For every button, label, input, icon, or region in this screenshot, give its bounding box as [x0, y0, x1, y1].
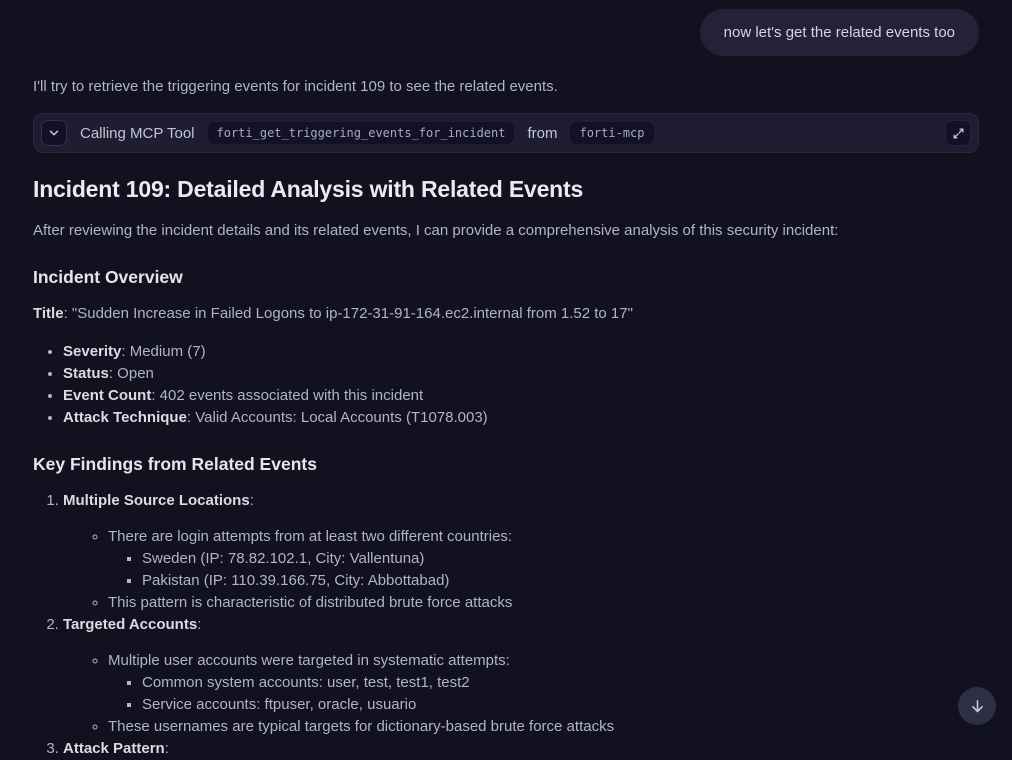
tool-call-collapse-button[interactable] [41, 120, 67, 146]
finding-sub-list [63, 650, 979, 738]
detail-text: Common system accounts: user, test, test1, test2 [142, 674, 470, 691]
list-item [142, 672, 979, 694]
user-message-text: now let's get the related events too [723, 24, 955, 41]
incident-title-label: Title [33, 305, 64, 322]
finding-item-targeted-accounts [63, 614, 979, 738]
bullet-text: : Medium (7) [121, 343, 206, 360]
list-item-severity [63, 341, 979, 363]
list-item [108, 526, 979, 592]
tool-server-chip: forti-mcp [570, 122, 653, 144]
key-findings-heading: Key Findings from Related Events [33, 454, 317, 474]
bullet-label: Status [63, 365, 109, 382]
user-message-bubble [700, 9, 979, 56]
list-item-attack-technique [63, 407, 979, 429]
bullet-label: Severity [63, 343, 122, 360]
assistant-message [33, 76, 979, 760]
bullet-text: : 402 events associated with this incident [151, 387, 424, 404]
finding-detail-list [108, 548, 979, 592]
tool-call-expand-button[interactable] [945, 120, 971, 146]
sub-point-text: There are login attempts from at least two different countries: [108, 528, 513, 545]
sub-point-text: These usernames are typical targets for dictionary-based brute force attacks [108, 718, 615, 735]
finding-label: Targeted Accounts [63, 616, 198, 633]
bullet-label: Attack Technique [63, 409, 187, 426]
key-findings-list [33, 490, 979, 760]
tool-call-card[interactable] [33, 113, 979, 153]
list-item [142, 694, 979, 716]
finding-suffix: : [197, 616, 202, 633]
tool-call-label: Calling MCP Tool [80, 124, 195, 142]
detail-text: Pakistan (IP: 110.39.166.75, City: Abbottabad) [142, 572, 450, 589]
finding-label-line [63, 490, 979, 512]
incident-title-line [33, 303, 979, 325]
incident-heading: Incident 109: Detailed Analysis with Related Events [33, 176, 584, 202]
finding-label: Attack Pattern [63, 740, 165, 757]
bullet-text: : Open [108, 365, 154, 382]
sub-point-text: Multiple user accounts were targeted in systematic attempts: [108, 652, 510, 669]
list-item-status [63, 363, 979, 385]
expand-diagonal-icon [952, 127, 965, 140]
list-item [108, 592, 979, 614]
detail-text: Service accounts: ftpuser, oracle, usuario [142, 696, 417, 713]
finding-sub-list [63, 526, 979, 614]
overview-heading: Incident Overview [33, 267, 183, 287]
sub-point-text: This pattern is characteristic of distributed brute force attacks [108, 594, 513, 611]
summary-text: After reviewing the incident details and its related events, I can provide a comprehensive analysis of this security incident: [33, 222, 839, 239]
finding-label-line [63, 738, 979, 760]
finding-detail-list [108, 672, 979, 716]
assistant-intro-text: I'll try to retrieve the triggering events for incident 109 to see the related events. [33, 78, 558, 95]
list-item [142, 570, 979, 592]
user-message-row [33, 0, 979, 56]
overview-bullet-list [33, 341, 979, 429]
finding-item-source-locations [63, 490, 979, 614]
bullet-label: Event Count [63, 387, 152, 404]
list-item [142, 548, 979, 570]
bullet-text: : Valid Accounts: Local Accounts (T1078.003) [186, 409, 488, 426]
finding-item-attack-pattern [63, 738, 979, 760]
detail-text: Sweden (IP: 78.82.102.1, City: Vallentuna) [142, 550, 425, 567]
list-item [108, 716, 979, 738]
finding-label: Multiple Source Locations [63, 492, 250, 509]
incident-title-text: : "Sudden Increase in Failed Logons to ip-172-31-91-164.ec2.internal from 1.52 to 17" [63, 305, 633, 322]
tool-name-chip: forti_get_triggering_events_for_incident [208, 122, 515, 144]
finding-label-line [63, 614, 979, 636]
finding-suffix: : [164, 740, 169, 757]
finding-suffix: : [249, 492, 254, 509]
tool-call-from-label: from [527, 124, 558, 142]
scroll-to-bottom-button[interactable] [958, 687, 996, 725]
list-item [108, 650, 979, 716]
arrow-down-icon [969, 698, 986, 715]
chevron-down-icon [47, 126, 61, 140]
list-item-event-count [63, 385, 979, 407]
